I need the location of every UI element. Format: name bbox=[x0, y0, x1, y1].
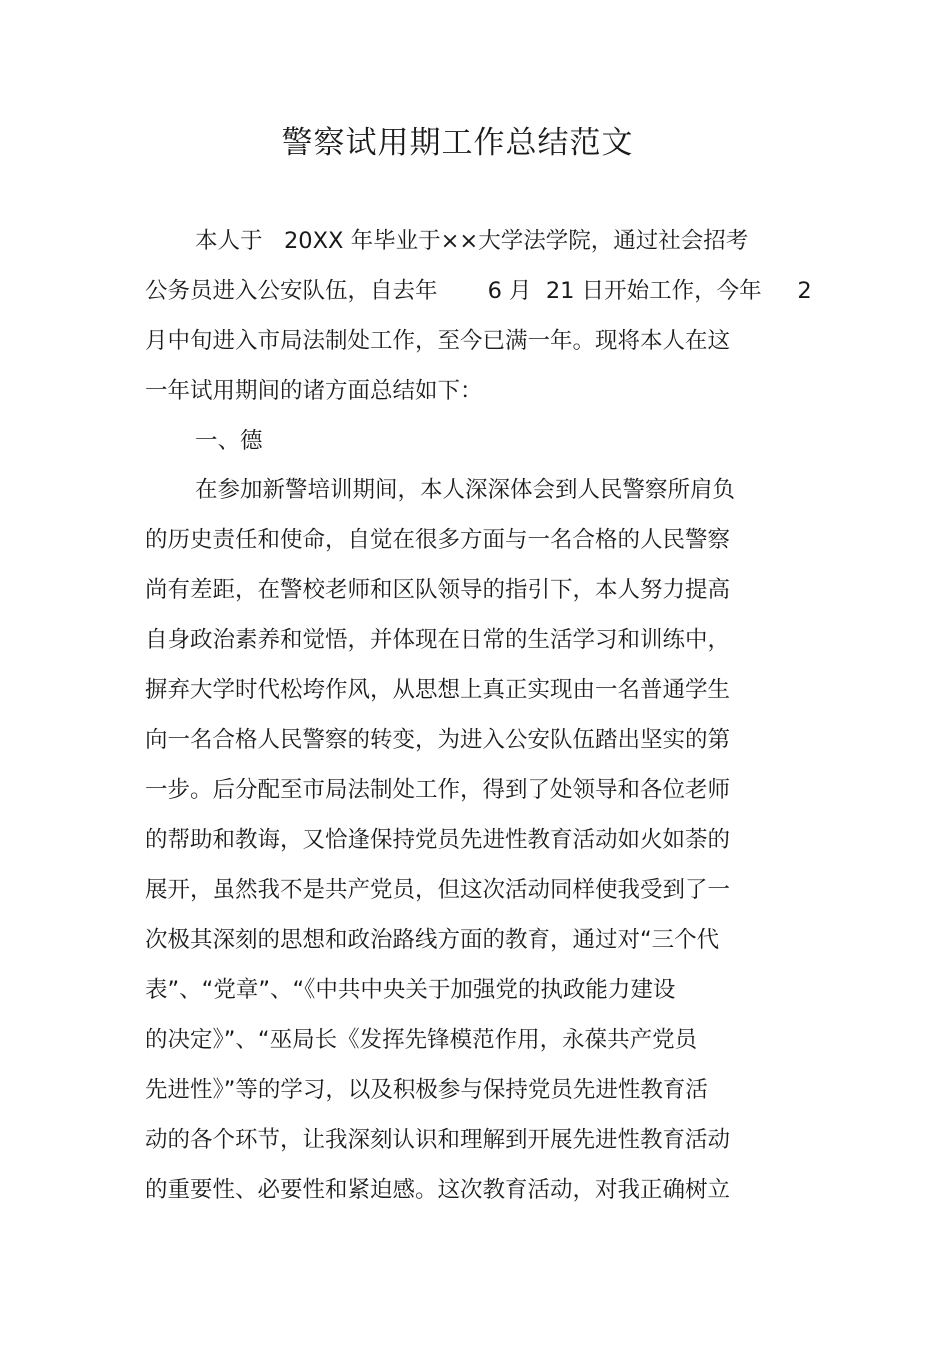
paragraph-line: 先进性》”等的学习，以及积极参与保持党员先进性教育活 bbox=[145, 1077, 708, 1103]
paragraph-line: 动的各个环节，让我深刻认识和理解到开展先进性教育活动 bbox=[145, 1127, 731, 1153]
paragraph-line: 展开，虽然我不是共产党员，但这次活动同样使我受到了一 bbox=[145, 877, 731, 903]
paragraph-line: 本人于 20XX 年毕业于××大学法学院，通过社会招考 bbox=[195, 228, 749, 254]
document-title: 警察试用期工作总结范文 bbox=[281, 125, 634, 161]
paragraph-line: 的历史责任和使命，自觉在很多方面与一名合格的人民警察 bbox=[145, 527, 731, 553]
paragraph-line: 月中旬进入市局法制处工作，至今已满一年。现将本人在这 bbox=[145, 328, 731, 354]
paragraph-line: 公务员进入公安队伍，自去年 6 月 21 日开始工作，今年 2 bbox=[145, 278, 812, 304]
paragraph-line: 一步。后分配至市局法制处工作，得到了处领导和各位老师 bbox=[145, 777, 731, 803]
paragraph-line: 自身政治素养和觉悟，并体现在日常的生活学习和训练中， bbox=[145, 627, 731, 653]
paragraph-line: 向一名合格人民警察的转变，为进入公安队伍踏出坚实的第 bbox=[145, 727, 731, 753]
section-heading: 一、德 bbox=[195, 428, 263, 454]
paragraph-line: 的决定》”、“巫局长《发挥先锋模范作用，永葆共产党员 bbox=[145, 1027, 698, 1053]
paragraph-line: 次极其深刻的思想和政治路线方面的教育，通过对“三个代 bbox=[145, 927, 720, 953]
paragraph-line: 尚有差距，在警校老师和区队领导的指引下，本人努力提高 bbox=[145, 577, 731, 603]
paragraph-line: 在参加新警培训期间，本人深深体会到人民警察所肩负 bbox=[195, 477, 736, 503]
paragraph-line: 一年试用期间的诸方面总结如下： bbox=[145, 378, 483, 404]
paragraph-line: 的重要性、必要性和紧迫感。这次教育活动，对我正确树立 bbox=[145, 1177, 731, 1203]
paragraph-line: 表”、“党章”、“《中共中央关于加强党的执政能力建设 bbox=[145, 977, 676, 1003]
paragraph-line: 摒弃大学时代松垮作风，从思想上真正实现由一名普通学生 bbox=[145, 677, 731, 703]
paragraph-line: 的帮助和教诲，又恰逢保持党员先进性教育活动如火如荼的 bbox=[145, 827, 731, 853]
